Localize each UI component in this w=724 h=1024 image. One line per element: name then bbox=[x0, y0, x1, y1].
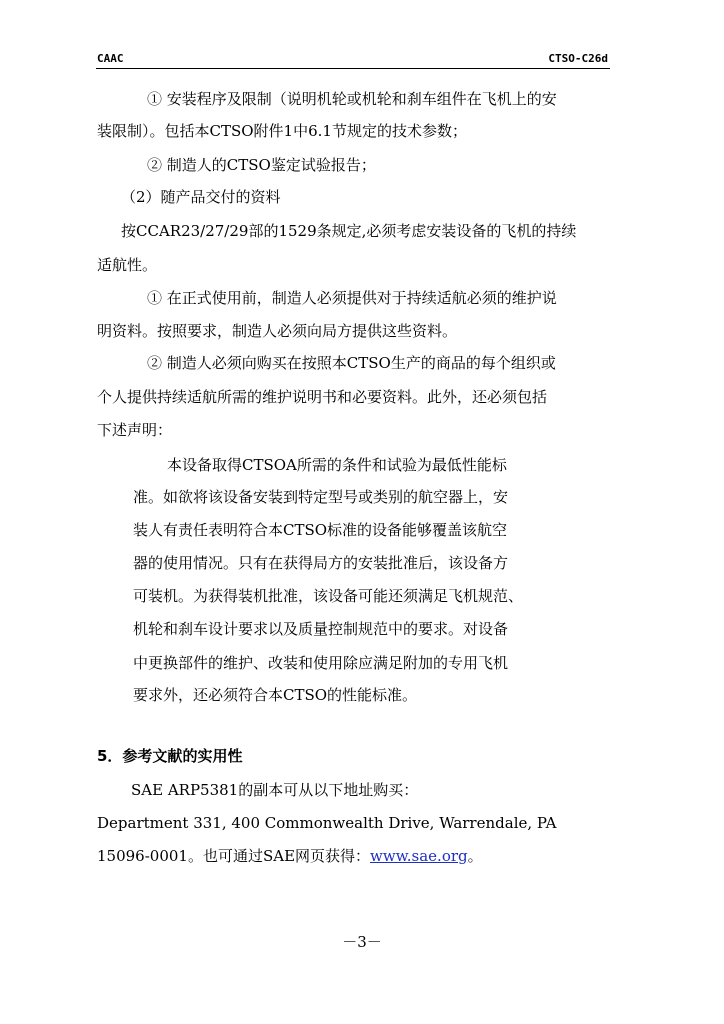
text-line: ① 在正式使用前，制造人必须提供对于持续适航必须的维护说 bbox=[147, 289, 557, 307]
address-line: Department 331, 400 Commonwealth Drive, Warrendale, PA bbox=[97, 814, 557, 832]
statement-line: 可装机。为获得装机批准，该设备可能还须满足飞机规范、 bbox=[133, 587, 524, 605]
text-line bbox=[97, 846, 483, 866]
text-line: ② 制造人的CTSO鉴定试验报告； bbox=[147, 156, 376, 174]
statement-line: 准。如欲将该设备安装到特定型号或类别的航空器上，安 bbox=[133, 488, 509, 506]
page-number: －3－ bbox=[342, 933, 382, 951]
statement-line: 本设备取得CTSOA所需的条件和试验为最低性能标 bbox=[167, 456, 507, 474]
text-line: （2）随产品交付的资料 bbox=[121, 188, 281, 206]
section-5-heading: 5．参考文献的实用性 bbox=[97, 747, 243, 765]
header-left: CAAC bbox=[97, 52, 124, 65]
text-line: 适航性。 bbox=[97, 256, 158, 274]
sae-website-link[interactable]: www.sae.org bbox=[370, 847, 468, 865]
statement-line: 机轮和刹车设计要求以及质量控制规范中的要求。对设备 bbox=[133, 620, 509, 638]
text-line: ① 安装程序及限制（说明机轮或机轮和刹车组件在飞机上的安 bbox=[147, 90, 557, 108]
text-line: 按CCAR23/27/29部的1529条规定,必须考虑安装设备的飞机的持续 bbox=[121, 222, 577, 240]
statement-line: 装人有责任表明符合本CTSO标准的设备能够覆盖该航空 bbox=[133, 521, 508, 539]
website-prefix: 15096-0001。也可通过SAE网页获得： bbox=[97, 847, 371, 865]
text-line: ② 制造人必须向购买在按照本CTSO生产的商品的每个组织或 bbox=[147, 354, 556, 372]
statement-line: 中更换部件的维护、改装和使用除应满足附加的专用飞机 bbox=[133, 654, 509, 672]
website-suffix: 。 bbox=[467, 847, 483, 865]
header-rule bbox=[96, 68, 610, 69]
text-line: 明资料。按照要求，制造人必须向局方提供这些资料。 bbox=[97, 322, 458, 340]
text-line: 装限制）。包括本CTSO附件1中6.1节规定的技术参数； bbox=[97, 122, 467, 140]
text-line: SAE ARP5381的副本可从以下地址购买： bbox=[131, 781, 419, 799]
text-line: 个人提供持续适航所需的维护说明书和必要资料。此外，还必须包括 bbox=[97, 388, 548, 406]
text-line: 下述声明： bbox=[97, 421, 173, 439]
statement-line: 器的使用情况。只有在获得局方的安装批准后，该设备方 bbox=[133, 554, 509, 572]
statement-line: 要求外，还必须符合本CTSO的性能标准。 bbox=[133, 686, 418, 704]
header-right: CTSO-C26d bbox=[548, 52, 608, 65]
